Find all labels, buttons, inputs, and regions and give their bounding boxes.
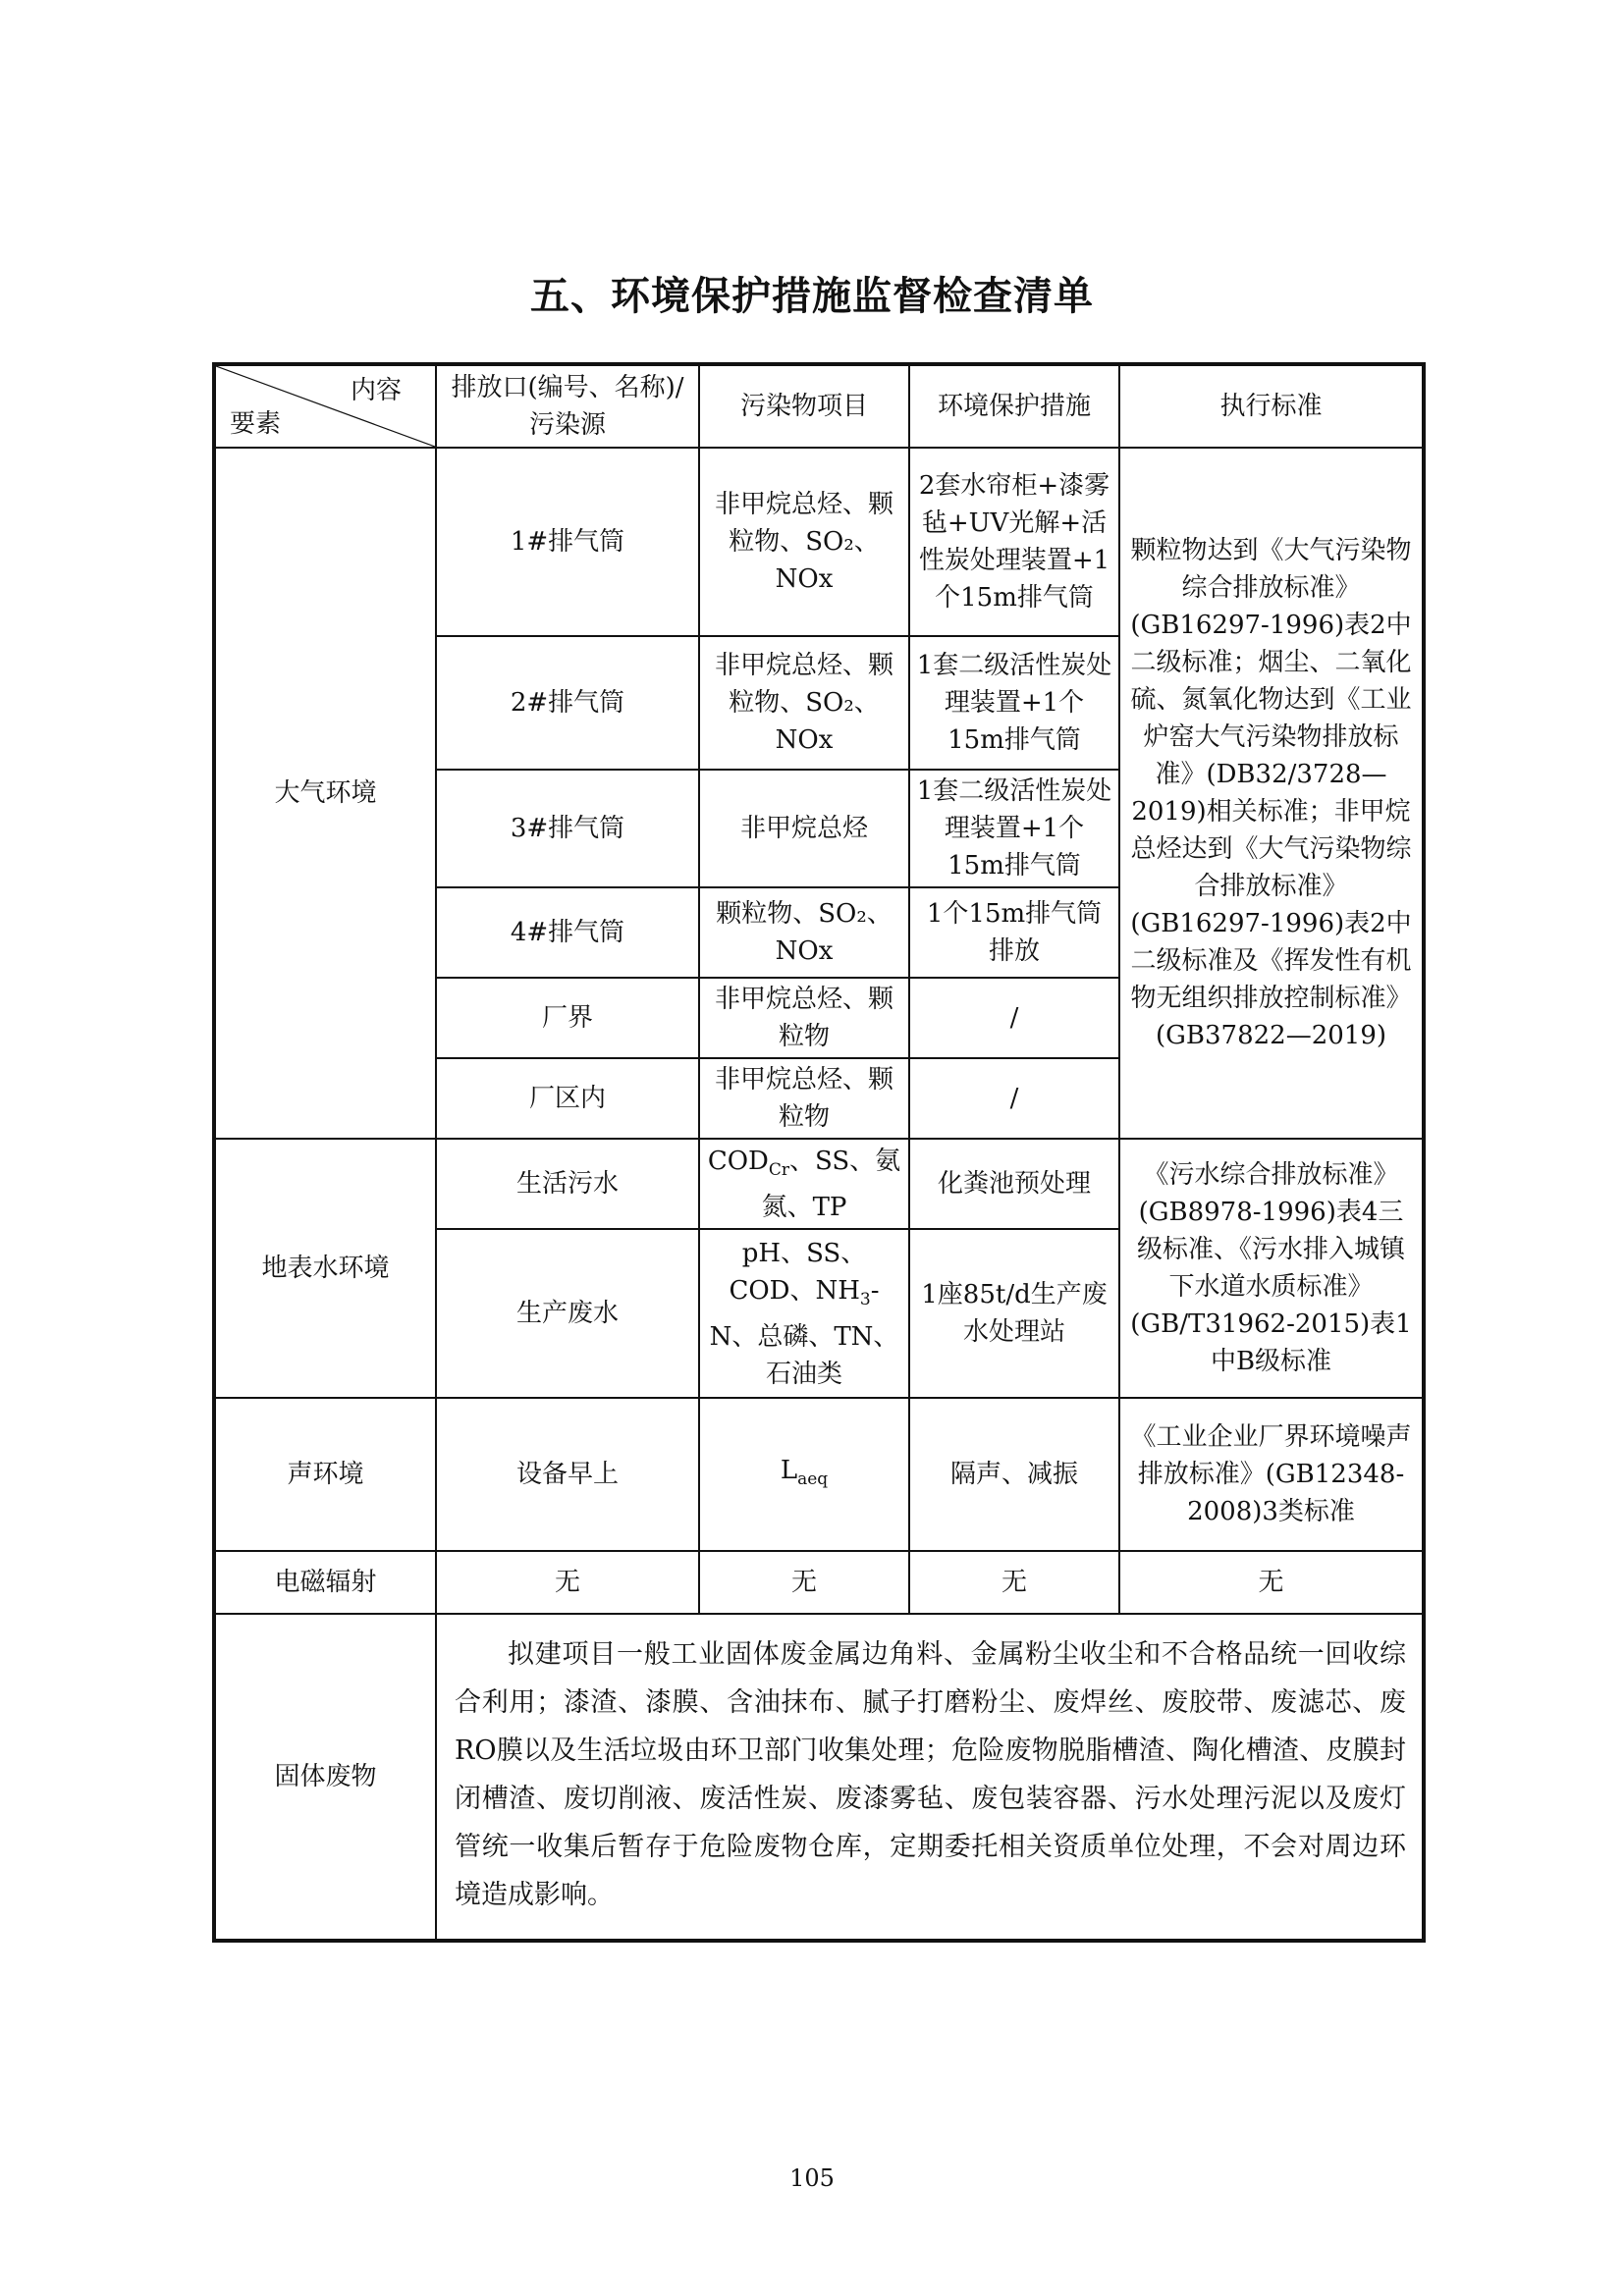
pollutant-subscript: aeq xyxy=(797,1468,829,1489)
pollutant-cell xyxy=(699,1398,909,1551)
pollutant-cell: 非甲烷总烃、颗粒物、SO₂、NOx xyxy=(699,636,909,770)
pollutant-cell: 非甲烷总烃、颗粒物 xyxy=(699,1058,909,1139)
outlet-cell: 厂区内 xyxy=(436,1058,699,1139)
measure-cell: 1座85t/d生产废水处理站 xyxy=(909,1229,1119,1398)
category-solid: 固体废物 xyxy=(214,1614,436,1941)
pollutant-rest: 、SS、氨氮、TP xyxy=(761,1146,901,1222)
table-row xyxy=(214,1398,1424,1551)
header-row xyxy=(214,364,1424,448)
table-row xyxy=(214,448,1424,636)
pollutant-part-a: pH、SS、COD、NH xyxy=(729,1238,867,1306)
outlet-cell: 1#排气筒 xyxy=(436,448,699,636)
inspection-table xyxy=(212,362,1426,1943)
header-standard: 执行标准 xyxy=(1119,364,1424,448)
pollutant-cell: 非甲烷总烃 xyxy=(699,770,909,887)
header-element-label: 要素 xyxy=(230,409,282,439)
table-row xyxy=(214,1614,1424,1941)
category-noise: 声环境 xyxy=(214,1398,436,1551)
measure-cell: 1个15m排气筒排放 xyxy=(909,887,1119,978)
category-air: 大气环境 xyxy=(214,448,436,1139)
standard-water: 《污水综合排放标准》(GB8978-1996)表4三级标准、《污水排入城镇下水道水质标准》(GB/T31962-2015)表1中B级标准 xyxy=(1119,1139,1424,1398)
measure-cell: 1套二级活性炭处理装置+1个15m排气筒 xyxy=(909,770,1119,887)
standard-air: 颗粒物达到《大气污染物综合排放标准》(GB16297-1996)表2中二级标准；烟尘、二氧化硫、氮氧化物达到《工业炉窑大气污染物排放标准》(DB32/3728—2019)相关标准；非甲烷总烃达到《大气污染物综合排放标准》(GB16297-1996)表2中二级标准及《挥发性有机物无组织排放控制标准》(GB37822—2019) xyxy=(1119,448,1424,1139)
outlet-cell: 4#排气筒 xyxy=(436,887,699,978)
outlet-cell: 无 xyxy=(436,1551,699,1614)
solid-waste-text: 拟建项目一般工业固体废金属边角料、金属粉尘收尘和不合格品统一回收综合利用；漆渣、漆膜、含油抹布、腻子打磨粉尘、废焊丝、废胶带、废滤芯、废RO膜以及生活垃圾由环卫部门收集处理；危险废物脱脂槽渣、陶化槽渣、皮膜封闭槽渣、废切削液、废活性炭、废漆雾毡、废包装容器、污水处理污泥以及废灯管统一收集后暂存于危险废物仓库，定期委托相关资质单位处理，不会对周边环境造成影响。 xyxy=(436,1614,1424,1941)
pollutant-part-b: -N、总磷、TN、石油类 xyxy=(709,1275,899,1389)
pollutant-cell xyxy=(699,1229,909,1398)
outlet-cell: 生产废水 xyxy=(436,1229,699,1398)
outlet-cell: 生活污水 xyxy=(436,1139,699,1229)
measure-cell: / xyxy=(909,978,1119,1058)
standard-em: 无 xyxy=(1119,1551,1424,1614)
outlet-cell: 厂界 xyxy=(436,978,699,1058)
measure-cell: 2套水帘柜+漆雾毡+UV光解+活性炭处理装置+1个15m排气筒 xyxy=(909,448,1119,636)
pollutant-main: L xyxy=(780,1455,798,1485)
measure-cell: / xyxy=(909,1058,1119,1139)
page-title: 五、环境保护措施监督检查清单 xyxy=(530,274,1094,319)
pollutant-cell: 非甲烷总烃、颗粒物 xyxy=(699,978,909,1058)
pollutant-cell: 非甲烷总烃、颗粒物、SO₂、NOx xyxy=(699,448,909,636)
pollutant-main: COD xyxy=(707,1146,769,1176)
outlet-cell: 设备早上 xyxy=(436,1398,699,1551)
outlet-cell: 3#排气筒 xyxy=(436,770,699,887)
measure-cell: 1套二级活性炭处理装置+1个15m排气筒 xyxy=(909,636,1119,770)
pollutant-cell: 无 xyxy=(699,1551,909,1614)
measure-cell: 隔声、减振 xyxy=(909,1398,1119,1551)
measure-cell: 化粪池预处理 xyxy=(909,1139,1119,1229)
header-measure: 环境保护措施 xyxy=(909,364,1119,448)
standard-noise: 《工业企业厂界环境噪声排放标准》(GB12348-2008)3类标准 xyxy=(1119,1398,1424,1551)
header-content-label: 内容 xyxy=(350,376,402,405)
header-outlet: 排放口(编号、名称)/污染源 xyxy=(436,364,699,448)
table-row xyxy=(214,1551,1424,1614)
measure-cell: 无 xyxy=(909,1551,1119,1614)
pollutant-subscript: Cr xyxy=(768,1159,790,1180)
page-number: 105 xyxy=(789,2164,835,2192)
diagonal-header-cell xyxy=(214,364,436,448)
outlet-cell: 2#排气筒 xyxy=(436,636,699,770)
pollutant-cell: 颗粒物、SO₂、NOx xyxy=(699,887,909,978)
pollutant-cell xyxy=(699,1139,909,1229)
category-water: 地表水环境 xyxy=(214,1139,436,1398)
header-pollutant: 污染物项目 xyxy=(699,364,909,448)
pollutant-subscript: 3 xyxy=(859,1289,871,1309)
category-em: 电磁辐射 xyxy=(214,1551,436,1614)
table-row xyxy=(214,1139,1424,1229)
